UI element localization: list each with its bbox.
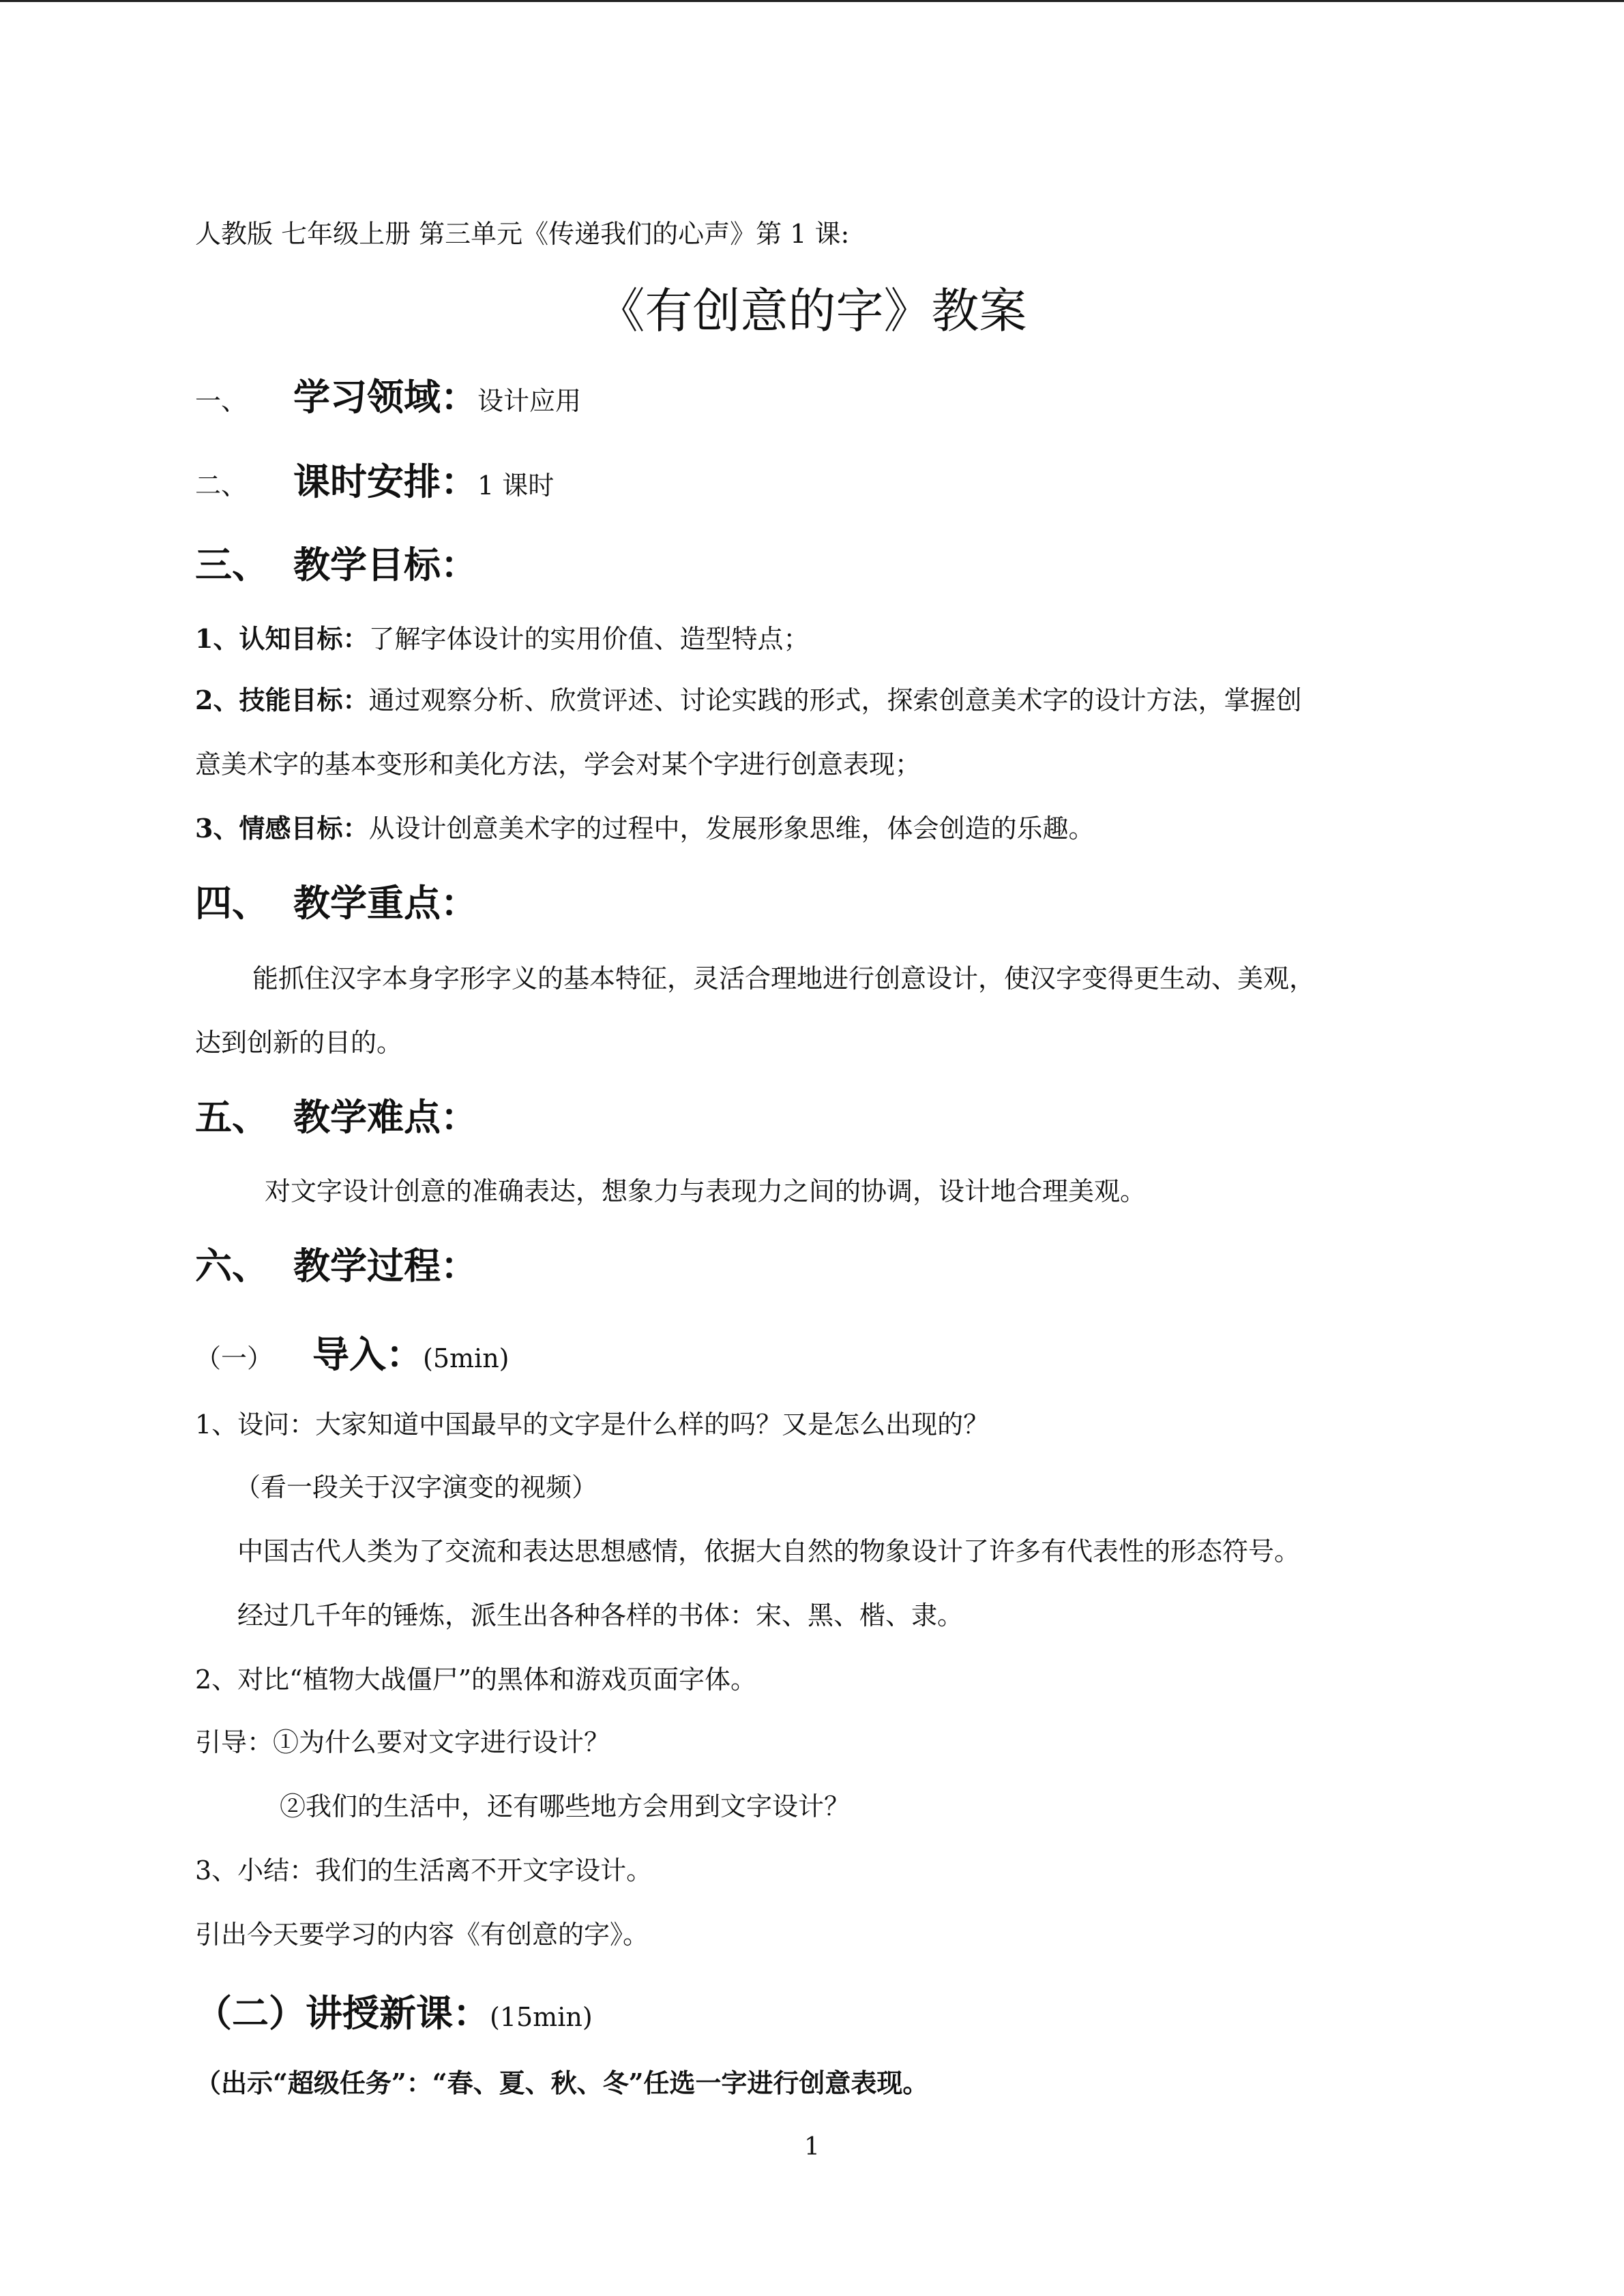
section-1: [195, 368, 581, 421]
goal-1-label: 1、认知目标：: [195, 623, 369, 654]
goal-3: [195, 807, 1094, 845]
section-6-heading: 教学过程：: [293, 1244, 477, 1287]
page-title: 《有创意的字》教案: [597, 283, 1027, 339]
section-4: [195, 874, 477, 927]
top-border-line: [0, 0, 1624, 2]
part-1-title: 导入：: [312, 1332, 423, 1376]
part-2-heading: [195, 1984, 593, 2037]
part-1-line-3: 中国古代人类为了交流和表达思想感情，依据大自然的物象设计了许多有代表性的形态符号。: [237, 1536, 1301, 1566]
section-4-number: 四、: [195, 881, 269, 925]
section-4-heading: 教学重点：: [293, 881, 477, 925]
goal-1-text: 了解字体设计的实用价值、造型特点；: [368, 624, 810, 654]
section-2-value: 1 课时: [477, 471, 555, 501]
section-5-heading: 教学难点：: [293, 1095, 477, 1139]
header-line: 人教版 七年级上册 第三单元《传递我们的心声》第 1 课:: [195, 219, 850, 249]
section-6-number: 六、: [195, 1244, 269, 1287]
section-2-heading: 课时安排：: [293, 460, 477, 503]
key-point-line-1: 能抓住汉字本身字形字义的基本特征，灵活合理地进行创意设计，使汉字变得更生动、美观，: [252, 964, 1316, 994]
goal-3-label: 3、情感目标：: [195, 813, 369, 844]
part-1-line-4: 经过几千年的锤炼，派生出各种各样的书体：宋、黑、楷、隶。: [237, 1600, 964, 1630]
part-1-number: （一）: [195, 1343, 274, 1373]
part-1-guide-1: 引导：①为什么要对文字进行设计？: [195, 1727, 610, 1757]
section-1-value: 设计应用: [477, 386, 582, 416]
part-1-lead: 引出今天要学习的内容《有创意的字》。: [195, 1920, 649, 1950]
section-3: [195, 536, 477, 588]
part-1-time: (5min): [423, 1343, 510, 1373]
page-number: 1: [804, 2133, 820, 2161]
part-1-summary: 3、小结：我们的生活离不开文字设计。: [195, 1855, 653, 1885]
goal-2-continued: 意美术字的基本变形和美化方法，学会对某个字进行创意表现；: [195, 749, 921, 779]
goal-2: [195, 679, 1301, 717]
part-1-question: 1、设问：大家知道中国最早的文字是什么样的吗？又是怎么出现的？: [195, 1410, 990, 1440]
goal-1: [195, 618, 809, 655]
goal-2-label: 2、技能目标：: [195, 685, 369, 715]
part-2-number: （二）: [195, 1991, 306, 2035]
section-5-number: 五、: [195, 1095, 269, 1139]
part-2-task: （出示“超级任务”：“春、夏、秋、冬”任选一字进行创意表现。: [195, 2068, 929, 2098]
section-2: [195, 453, 554, 505]
section-3-number: 三、: [195, 543, 269, 586]
part-1-guide-2: ②我们的生活中，还有哪些地方会用到文字设计？: [280, 1791, 851, 1821]
part-1-heading: [195, 1326, 510, 1378]
section-5: [195, 1088, 477, 1141]
part-1-video: （看一段关于汉字演变的视频）: [235, 1472, 598, 1502]
section-1-number: 一、: [195, 386, 248, 416]
difficulty-text: 对文字设计创意的准确表达，想象力与表现力之间的协调，设计地合理美观。: [265, 1176, 1147, 1206]
section-6: [195, 1237, 477, 1289]
section-2-number: 二、: [195, 471, 248, 501]
section-1-heading: 学习领域：: [293, 375, 477, 419]
goal-2-text: 通过观察分析、欣赏评述、讨论实践的形式，探索创意美术字的设计方法，掌握创: [368, 685, 1302, 715]
goal-3-text: 从设计创意美术字的过程中，发展形象思维，体会创造的乐趣。: [368, 814, 1095, 844]
part-2-title: 讲授新课：: [306, 1991, 490, 2035]
key-point-line-2: 达到创新的目的。: [195, 1028, 403, 1058]
part-2-time: (15min): [490, 2002, 593, 2032]
section-3-heading: 教学目标：: [293, 543, 477, 586]
part-1-compare: 2、对比“植物大战僵尸”的黑体和游戏页面字体。: [195, 1665, 757, 1695]
